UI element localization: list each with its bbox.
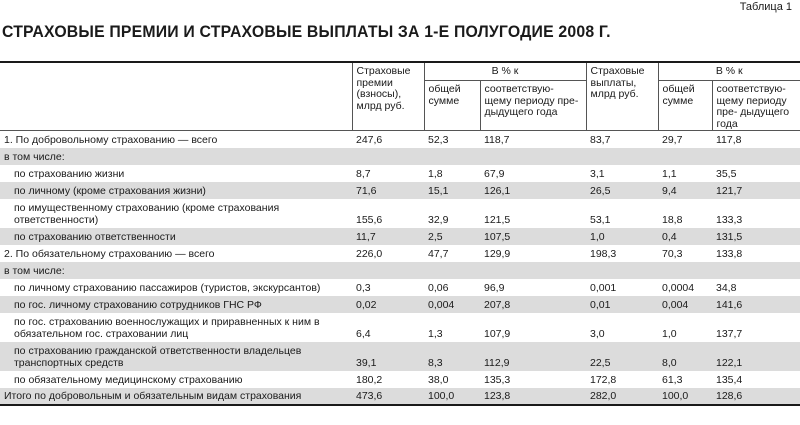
premiums-value: 8,7 (356, 167, 371, 180)
table-body (0, 131, 800, 405)
payments-value: 3,1 (590, 167, 605, 180)
premiums-growth: 112,9 (480, 342, 586, 371)
payments-share (658, 148, 712, 165)
payments-value: 53,1 (590, 213, 611, 226)
premiums-share: 1,3 (428, 327, 443, 340)
header-payments-total-sum: общей сумме (658, 81, 712, 131)
premiums-growth (480, 148, 586, 165)
table-row (0, 165, 800, 182)
premiums-value (352, 148, 424, 165)
row-label: 1. По добровольному страхованию — всего (4, 133, 218, 146)
payments-value (586, 262, 658, 279)
premiums-share: 0,06 (428, 281, 449, 294)
table-row (0, 262, 800, 279)
premiums-value: 0,3 (356, 281, 371, 294)
payments-growth: 135,4 (716, 373, 743, 386)
table-row (0, 279, 800, 296)
row-label: по личному (кроме страхования жизни) (0, 182, 352, 199)
table-header (0, 63, 800, 131)
premiums-value: 39,1 (352, 342, 424, 371)
row-label: по обязательному медицинскому страхованию (14, 373, 243, 386)
payments-growth: 133,8 (716, 247, 743, 260)
payments-value: 0,001 (590, 281, 617, 294)
row-label: по страхованию гражданской ответственности владельцев транспортных средств (0, 342, 352, 371)
premiums-share: 100,0 (424, 388, 480, 405)
payments-share: 0,4 (658, 228, 712, 245)
premiums-share: 38,0 (428, 373, 449, 386)
table-row (0, 148, 800, 165)
header-label-column (0, 63, 352, 131)
payments-value: 83,7 (590, 133, 611, 146)
payments-share: 61,3 (662, 373, 683, 386)
premiums-value: 155,6 (356, 213, 383, 226)
table-row (0, 228, 800, 245)
header-premiums: Страховые премии (взносы), млрд руб. (352, 63, 424, 131)
payments-growth: 117,8 (716, 133, 742, 146)
premiums-share: 0,004 (424, 296, 480, 313)
payments-growth: 34,8 (716, 281, 737, 294)
payments-share: 0,004 (658, 296, 712, 313)
payments-share: 29,7 (662, 133, 683, 146)
premiums-value: 71,6 (352, 182, 424, 199)
payments-value: 0,01 (586, 296, 658, 313)
premiums-growth: 67,9 (484, 167, 505, 180)
header-payments-prev-period: соответствую- щему периоду пре- дыдущего года (712, 81, 800, 131)
header-premiums-prev-period: соответствую- щему периоду пре- дыдущего года (480, 81, 586, 131)
premiums-share: 8,3 (424, 342, 480, 371)
payments-growth: 128,6 (712, 388, 800, 405)
payments-share: 1,1 (662, 167, 677, 180)
payments-value: 22,5 (586, 342, 658, 371)
payments-growth: 141,6 (712, 296, 800, 313)
header-premiums-total-sum: общей сумме (424, 81, 480, 131)
table-title: СТРАХОВЫЕ ПРЕМИИ И СТРАХОВЫЕ ВЫПЛАТЫ ЗА 1-Е ПОЛУГОДИЕ 2008 Г. (2, 22, 611, 41)
payments-growth: 137,7 (716, 327, 743, 340)
premiums-value: 0,02 (352, 296, 424, 313)
row-label: 2. По обязательному страхованию — всего (4, 247, 215, 260)
premiums-growth: 135,3 (484, 373, 511, 386)
row-label: по страхованию ответственности (0, 228, 352, 245)
table-row (0, 296, 800, 313)
premiums-growth: 129,9 (484, 247, 511, 260)
payments-growth (712, 262, 800, 279)
insurance-table (0, 63, 800, 406)
payments-share: 8,0 (658, 342, 712, 371)
premiums-value: 11,7 (352, 228, 424, 245)
premiums-growth: 121,5 (484, 213, 511, 226)
premiums-growth: 96,9 (484, 281, 505, 294)
premiums-share: 32,9 (428, 213, 449, 226)
header-payments: Страховые выплаты, млрд руб. (586, 63, 658, 131)
premiums-value: 226,0 (356, 247, 383, 260)
table-row (0, 182, 800, 199)
table-row (0, 131, 800, 148)
premiums-growth (480, 262, 586, 279)
premiums-growth: 123,8 (480, 388, 586, 405)
payments-growth: 131,5 (712, 228, 800, 245)
payments-share: 0,0004 (662, 281, 695, 294)
premiums-share: 52,3 (428, 133, 449, 146)
premiums-share (424, 262, 480, 279)
premiums-share: 15,1 (424, 182, 480, 199)
payments-growth: 121,7 (712, 182, 800, 199)
table-row-total (0, 388, 800, 405)
premiums-share: 2,5 (424, 228, 480, 245)
premiums-value: 180,2 (356, 373, 383, 386)
table-row (0, 245, 800, 262)
row-label: по имущественному страхованию (кроме страхования ответственности) (14, 201, 280, 226)
table-row (0, 371, 800, 388)
premiums-growth: 107,5 (480, 228, 586, 245)
header-premiums-pct-group: В % к (424, 63, 586, 81)
payments-value: 26,5 (586, 182, 658, 199)
row-label: Итого по добровольным и обязательным видам страхования (0, 388, 352, 405)
row-label: по гос. личному страхованию сотрудников ГНС РФ (0, 296, 352, 313)
table-row (0, 313, 800, 342)
table-row (0, 199, 800, 228)
premiums-value: 473,6 (352, 388, 424, 405)
payments-share (658, 262, 712, 279)
payments-share: 9,4 (658, 182, 712, 199)
premiums-growth: 107,9 (484, 327, 511, 340)
payments-value: 1,0 (586, 228, 658, 245)
payments-share: 100,0 (658, 388, 712, 405)
premiums-growth: 126,1 (480, 182, 586, 199)
premiums-share: 47,7 (428, 247, 449, 260)
table-row (0, 342, 800, 371)
premiums-share: 1,8 (428, 167, 443, 180)
payments-value: 198,3 (590, 247, 617, 260)
payments-growth: 133,3 (716, 213, 743, 226)
payments-growth: 35,5 (716, 167, 737, 180)
premiums-growth: 118,7 (484, 133, 510, 146)
row-label: по страхованию жизни (14, 167, 125, 180)
payments-growth: 122,1 (712, 342, 800, 371)
premiums-value: 247,6 (356, 133, 383, 146)
payments-growth (712, 148, 800, 165)
premiums-growth: 207,8 (480, 296, 586, 313)
payments-value: 172,8 (590, 373, 617, 386)
payments-share: 70,3 (662, 247, 683, 260)
payments-value: 3,0 (590, 327, 605, 340)
row-label: в том числе: (0, 262, 352, 279)
premiums-value: 6,4 (356, 327, 371, 340)
table-number-label: Таблица 1 (739, 1, 792, 13)
payments-share: 1,0 (662, 327, 677, 340)
payments-share: 18,8 (662, 213, 683, 226)
row-label: по гос. страхованию военнослужащих и приравненных к ним в обязательном гос. страховании лиц (14, 315, 320, 340)
premiums-value (352, 262, 424, 279)
payments-value: 282,0 (586, 388, 658, 405)
header-payments-pct-group: В % к (658, 63, 800, 81)
row-label: по личному страхованию пассажиров (туристов, экскурсантов) (14, 281, 321, 294)
row-label: в том числе: (0, 148, 352, 165)
premiums-share (424, 148, 480, 165)
payments-value (586, 148, 658, 165)
